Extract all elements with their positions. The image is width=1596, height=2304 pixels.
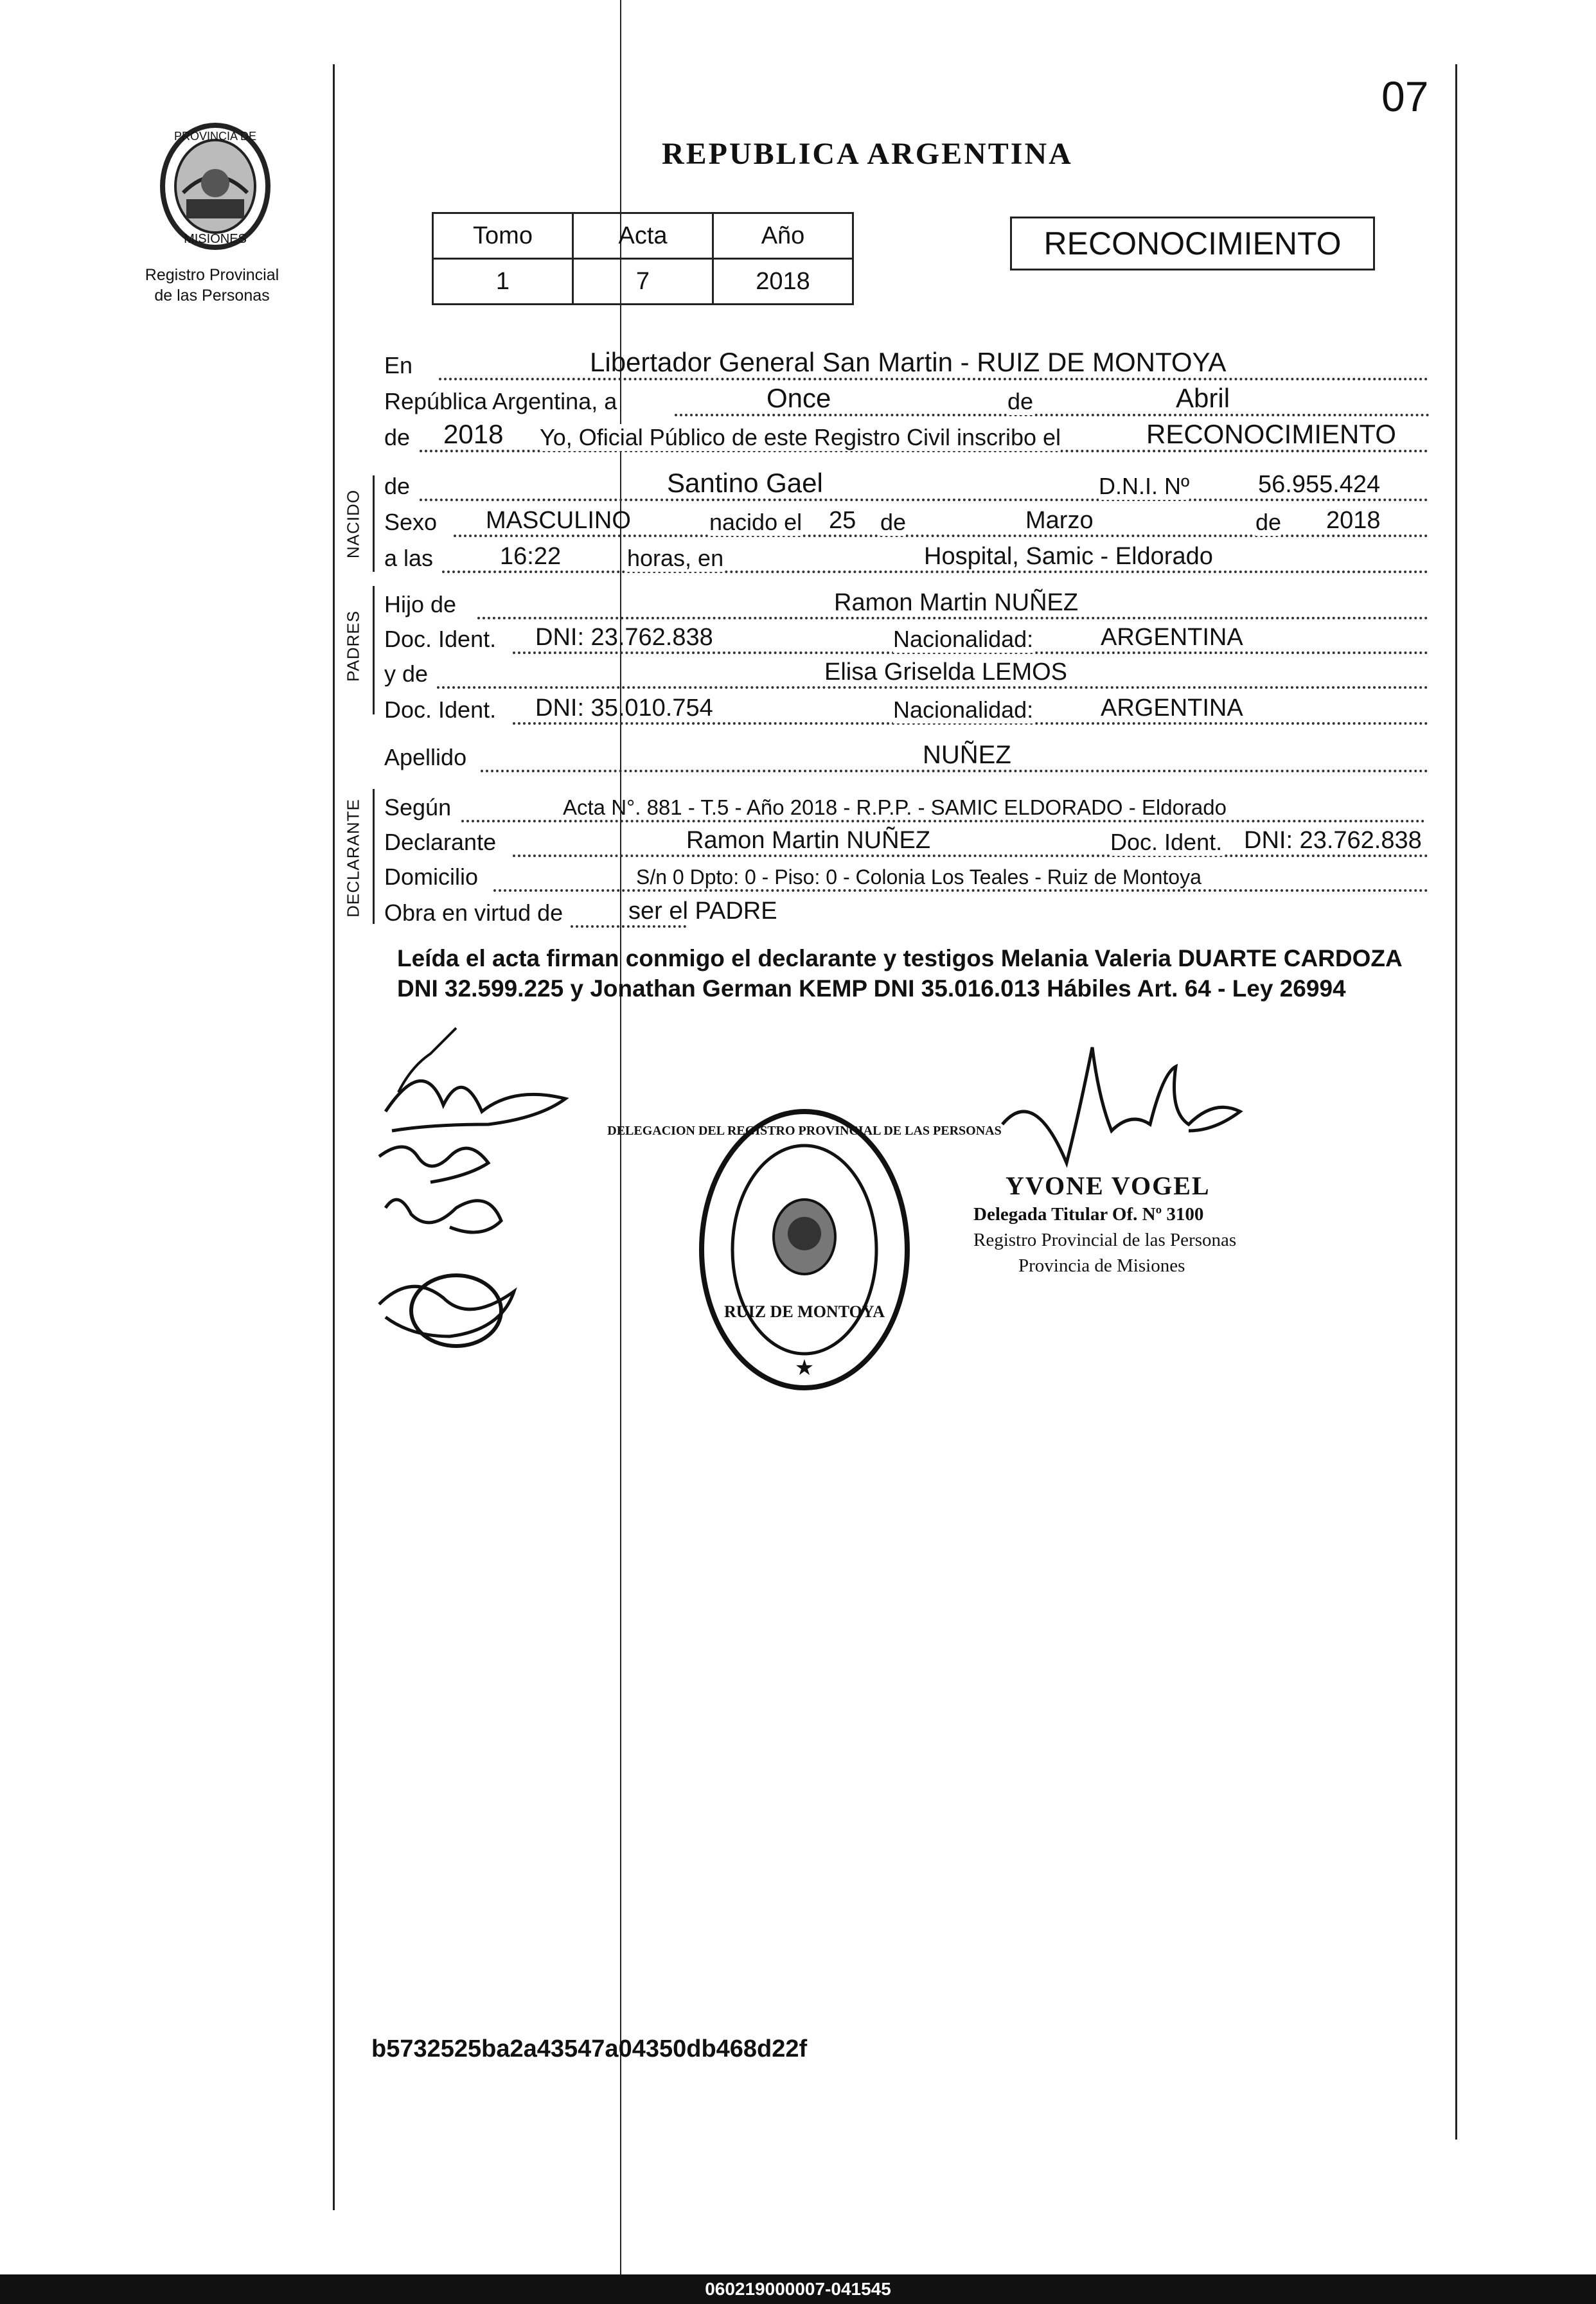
seal-bottom-text: MISIONES xyxy=(184,232,247,246)
father-nationality: ARGENTINA xyxy=(1101,624,1243,651)
obra-row xyxy=(384,894,1432,930)
label-en: En xyxy=(384,352,413,378)
right-border-line xyxy=(1455,64,1457,2140)
declarante-section-bar xyxy=(373,789,375,924)
label-y-de: y de xyxy=(384,660,429,687)
label-horas-en: horas, en xyxy=(627,545,724,571)
birth-time-row xyxy=(384,540,1432,576)
registry-caption-line1: Registro Provincial xyxy=(145,266,279,284)
segun-value: Acta N°. 881 - T.5 - Año 2018 - R.P.P. - SAMIC ELDORADO - Eldorado xyxy=(563,795,1227,819)
label-de-name: de xyxy=(384,473,411,499)
domicilio-value: S/n 0 Dpto: 0 - Piso: 0 - Colonia Los Teales - Ruiz de Montoya xyxy=(636,865,1201,889)
surname-value: NUÑEZ xyxy=(923,741,1011,769)
stamp-star-icon: ★ xyxy=(794,1356,815,1380)
acta-header: Acta xyxy=(573,213,713,259)
label-nacido-el: nacido el xyxy=(709,509,802,535)
child-sex: MASCULINO xyxy=(486,507,631,534)
stamp-inner-text: RUIZ DE MONTOYA xyxy=(724,1302,885,1321)
child-name-row xyxy=(384,468,1432,504)
official-title-line1: Delegada Titular Of. Nº 3100 xyxy=(973,1204,1204,1225)
act-year: 2018 xyxy=(443,419,504,449)
act-month: Abril xyxy=(1176,383,1230,413)
registry-stamp xyxy=(607,1105,1002,1394)
birth-time: 16:22 xyxy=(500,543,562,570)
label-sexo: Sexo xyxy=(384,509,438,535)
label-declarante: Declarante xyxy=(384,829,497,855)
padres-label: PADRES xyxy=(343,610,363,682)
tomo-acta-table xyxy=(432,212,854,305)
act-day: Once xyxy=(767,383,831,413)
father-doc: DNI: 23.762.838 xyxy=(535,624,713,651)
place-value: Libertador General San Martin - RUIZ DE MONTOYA xyxy=(590,347,1227,377)
child-name: Santino Gael xyxy=(667,468,823,498)
label-obra: Obra en virtud de xyxy=(384,899,563,926)
date-row xyxy=(384,383,1432,419)
official-signature xyxy=(996,1034,1266,1182)
footer-code-bar xyxy=(0,2274,1596,2304)
declarante-doc: DNI: 23.762.838 xyxy=(1244,827,1422,854)
registry-caption-line2: de las Personas xyxy=(154,287,270,305)
label-mother-nationality: Nacionalidad: xyxy=(893,696,1034,723)
mother-doc-row xyxy=(384,691,1432,727)
label-country: República Argentina, a xyxy=(384,388,617,414)
nacido-label: NACIDO xyxy=(343,489,363,559)
witness-signatures xyxy=(373,1028,591,1362)
acta-value: 7 xyxy=(573,259,713,305)
place-row xyxy=(384,347,1432,383)
declarante-name: Ramon Martin NUÑEZ xyxy=(686,827,931,854)
label-dni: D.N.I. Nº xyxy=(1099,473,1190,499)
tomo-value: 1 xyxy=(433,259,573,305)
inscription-type: RECONOCIMIENTO xyxy=(1146,419,1396,449)
domicilio-row xyxy=(384,858,1432,894)
label-de-month: de xyxy=(1007,388,1034,414)
label-declarante-doc: Doc. Ident. xyxy=(1110,829,1223,855)
label-father-nationality: Nacionalidad: xyxy=(893,626,1034,652)
mother-doc: DNI: 35.010.754 xyxy=(535,695,713,722)
stamp-outer-text: DELEGACION DEL REGISTRO PROVINCIAL DE LAS PERSONAS xyxy=(607,1124,1002,1138)
label-father-doc: Doc. Ident. xyxy=(384,626,497,652)
birth-year: 2018 xyxy=(1326,507,1381,534)
tomo-header: Tomo xyxy=(433,213,573,259)
official-title-line3: Provincia de Misiones xyxy=(1018,1255,1185,1276)
father-name: Ramon Martin NUÑEZ xyxy=(834,589,1079,616)
surname-row xyxy=(384,739,1432,775)
birth-place: Hospital, Samic - Eldorado xyxy=(924,543,1213,570)
label-mother-doc: Doc. Ident. xyxy=(384,696,497,723)
document-hash: b5732525ba2a43547a04350db468d22f xyxy=(371,2035,808,2062)
label-de-birth-year: de xyxy=(1255,509,1282,535)
left-border-line xyxy=(333,64,335,2210)
padres-section-bar xyxy=(373,586,375,714)
official-name: YVONE VOGEL xyxy=(1006,1171,1210,1200)
footer-code: 060219000007-041545 xyxy=(705,2279,891,2299)
birth-day: 25 xyxy=(829,507,856,534)
closing-statement: Leída el acta firman conmigo el declarante y testigos Melania Valeria DUARTE CARDOZA DNI 32.599.225 y Jonathan German KEMP DNI 35.016.013 Hábiles Art. 64 - Ley 26994 xyxy=(397,945,1402,1002)
father-doc-row xyxy=(384,621,1432,657)
document-title: REPUBLICA ARGENTINA xyxy=(662,137,1073,171)
label-de-birth-month: de xyxy=(880,509,907,535)
obra-value: ser el PADRE xyxy=(628,898,777,925)
label-a-las: a las xyxy=(384,545,434,571)
child-dni: 56.955.424 xyxy=(1258,471,1381,498)
declarante-label: DECLARANTE xyxy=(343,799,363,917)
mother-row xyxy=(384,655,1432,691)
anio-value: 2018 xyxy=(713,259,853,305)
birth-month: Marzo xyxy=(1025,507,1094,534)
label-domicilio: Domicilio xyxy=(384,864,479,890)
mother-name: Elisa Griselda LEMOS xyxy=(824,659,1068,686)
nacido-section-bar xyxy=(373,475,375,572)
anio-header: Año xyxy=(713,213,853,259)
sex-birth-row xyxy=(384,504,1432,540)
label-segun: Según xyxy=(384,794,452,820)
label-year-de: de xyxy=(384,424,411,450)
father-row xyxy=(384,586,1432,622)
segun-row xyxy=(384,789,1432,825)
label-apellido: Apellido xyxy=(384,744,467,770)
official-title-line2: Registro Provincial de las Personas xyxy=(973,1230,1237,1250)
provincial-seal xyxy=(157,122,273,254)
act-type-box: RECONOCIMIENTO xyxy=(1010,217,1375,270)
official-title xyxy=(973,1201,1236,1279)
seal-top-text: PROVINCIA DE xyxy=(173,130,257,143)
label-hijo-de: Hijo de xyxy=(384,591,457,617)
declarante-row xyxy=(384,824,1432,860)
registry-caption xyxy=(116,265,308,306)
official-row xyxy=(384,419,1432,455)
page-number: 07 xyxy=(1381,73,1429,120)
mother-nationality: ARGENTINA xyxy=(1101,695,1243,722)
label-official: Yo, Oficial Público de este Registro Civil inscribo el xyxy=(540,424,1061,450)
